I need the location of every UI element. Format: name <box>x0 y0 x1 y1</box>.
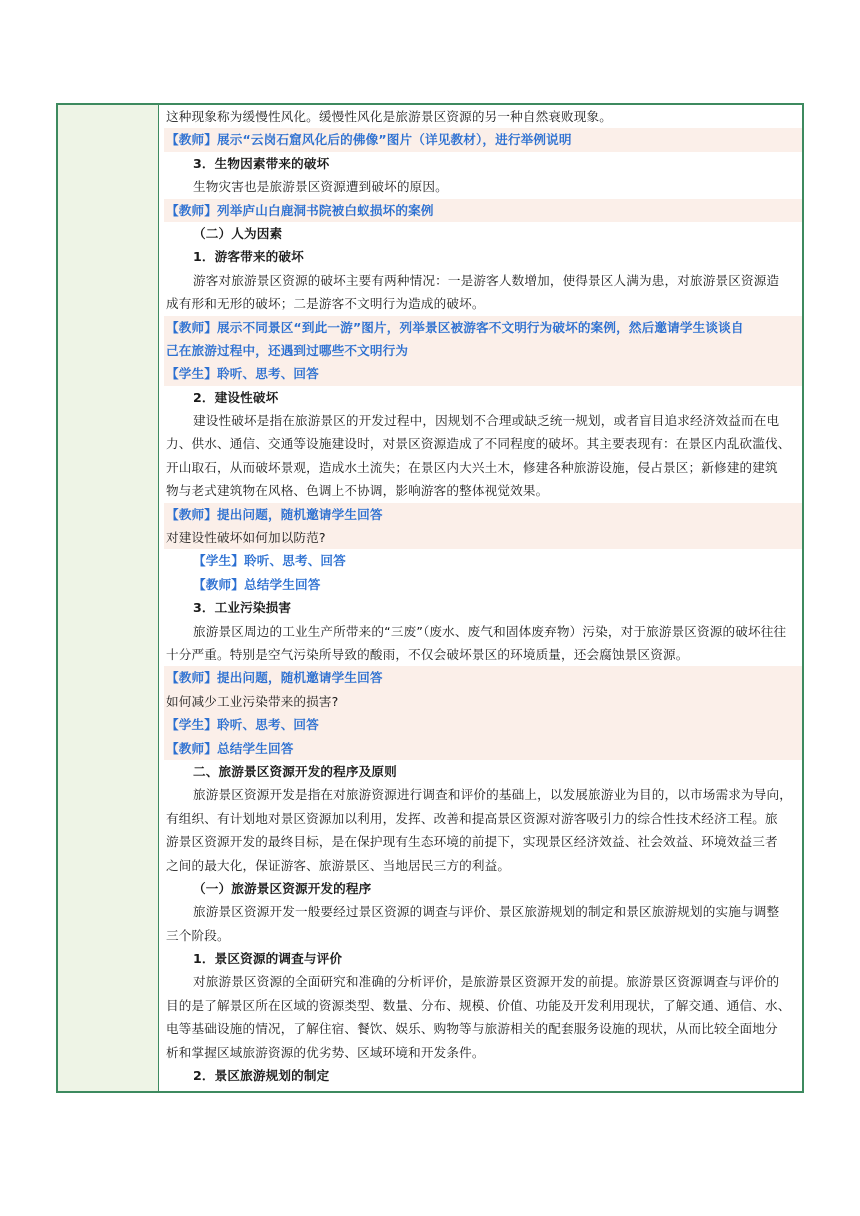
discussion-question: 如何减少工业污染带来的损害? <box>164 690 802 713</box>
body-text-line: 建设性破坏是指在旅游景区的开发过程中，因规划不合理或缺乏统一规划，或者盲目追求经济效益而在电 <box>193 413 780 429</box>
body-text-line: 有组织、有计划地对景区资源加以利用，发挥、改善和提高景区资源对游客吸引力的综合性技术经济工程。旅 <box>166 810 778 826</box>
body-text-line: 游景区资源开发的最终目标，是在保护现有生态环境的前提下，实现景区经济效益、社会效益、环境效益三者 <box>166 834 778 850</box>
classroom-activity-line: 【学生】聆听、思考、回答 <box>164 362 802 385</box>
body-text-line: 析和掌握区域旅游资源的优劣势、区域环境和开发条件。 <box>166 1044 485 1060</box>
section-heading: 3．工业污染损害 <box>193 600 292 616</box>
section-heading: 2．建设性破坏 <box>193 389 279 405</box>
classroom-activity-line: 【教师】总结学生回答 <box>193 576 321 592</box>
body-text-line: 游客对旅游景区资源的破坏主要有两种情况：一是游客人数增加，使得景区人满为患，对旅游景区资源造 <box>193 272 780 288</box>
body-text-line: 物与老式建筑物在风格、色调上不协调，影响游客的整体视觉效果。 <box>166 483 549 499</box>
table-left-column <box>58 105 159 1091</box>
body-text-line: 对旅游景区资源的全面研究和准确的分析评价，是旅游景区资源开发的前提。旅游景区资源调查与评价的 <box>193 974 780 990</box>
section-heading: 二、旅游景区资源开发的程序及原则 <box>193 763 397 779</box>
lesson-table <box>56 103 804 1093</box>
body-text-line: 生物灾害也是旅游景区资源遭到破坏的原因。 <box>193 179 448 195</box>
section-heading: （二）人为因素 <box>193 225 283 241</box>
body-text-line: 之间的最大化，保证游客、旅游景区、当地居民三方的利益。 <box>166 857 511 873</box>
classroom-activity-line: 【学生】聆听、思考、回答 <box>164 713 802 736</box>
body-text-line: 成有形和无形的破坏；二是游客不文明行为造成的破坏。 <box>166 296 485 312</box>
body-text-line: 电等基础设施的情况，了解住宿、餐饮、娱乐、购物等与旅游相关的配套服务设施的现状，从而比较全面地分 <box>166 1021 778 1037</box>
classroom-activity-line: 【教师】展示不同景区“到此一游”图片，列举景区被游客不文明行为破坏的案例，然后邀请学生谈谈自 <box>164 316 802 339</box>
classroom-activity-line: 【教师】提出问题，随机邀请学生回答 <box>164 666 802 689</box>
section-heading: （一）旅游景区资源开发的程序 <box>193 880 372 896</box>
section-heading: 1．景区资源的调查与评价 <box>193 951 343 967</box>
body-text-line: 旅游景区周边的工业生产所带来的“三废”（废水、废气和固体废弃物）污染，对于旅游景区资源的破坏往往 <box>193 623 787 639</box>
section-heading: 2．景区旅游规划的制定 <box>193 1068 330 1084</box>
classroom-activity-line: 【教师】列举庐山白鹿洞书院被白蚁损坏的案例 <box>164 199 802 222</box>
section-heading: 3．生物因素带来的破坏 <box>193 155 330 171</box>
body-text-line: 目的是了解景区所在区域的资源类型、数量、分布、规模、价值、功能及开发利用现状，了解交通、通信、水、 <box>166 997 791 1013</box>
table-content-cell <box>166 105 798 1087</box>
classroom-activity-line: 【教师】展示“云岗石窟风化后的佛像”图片（详见教材），进行举例说明 <box>164 128 802 151</box>
classroom-activity-line: 【教师】总结学生回答 <box>164 737 802 760</box>
discussion-question: 对建设性破坏如何加以防范? <box>164 526 802 549</box>
classroom-activity-line: 己在旅游过程中，还遇到过哪些不文明行为 <box>164 339 802 362</box>
body-text-line: 旅游景区资源开发一般要经过景区资源的调查与评价、景区旅游规划的制定和景区旅游规划的实施与调整 <box>193 904 780 920</box>
body-text-line: 十分严重。特别是空气污染所导致的酸雨，不仅会破坏景区的环境质量，还会腐蚀景区资源。 <box>166 646 689 662</box>
classroom-activity-line: 【教师】提出问题，随机邀请学生回答 <box>164 503 802 526</box>
body-text-line: 这种现象称为缓慢性风化。缓慢性风化是旅游景区资源的另一种自然衰败现象。 <box>166 109 613 124</box>
section-heading: 1．游客带来的破坏 <box>193 249 304 265</box>
body-text-line: 开山取石，从而破坏景观，造成水土流失；在景区内大兴土木，修建各种旅游设施，侵占景区；新修建的建筑 <box>166 459 778 475</box>
body-text-line: 三个阶段。 <box>166 927 230 943</box>
body-text-line: 力、供水、通信、交通等设施建设时，对景区资源造成了不同程度的破坏。其主要表现有：在景区内乱砍滥伐、 <box>166 436 791 452</box>
classroom-activity-line: 【学生】聆听、思考、回答 <box>193 553 346 569</box>
body-text-line: 旅游景区资源开发是指在对旅游资源进行调查和评价的基础上，以发展旅游业为目的，以市场需求为导向， <box>193 787 792 803</box>
